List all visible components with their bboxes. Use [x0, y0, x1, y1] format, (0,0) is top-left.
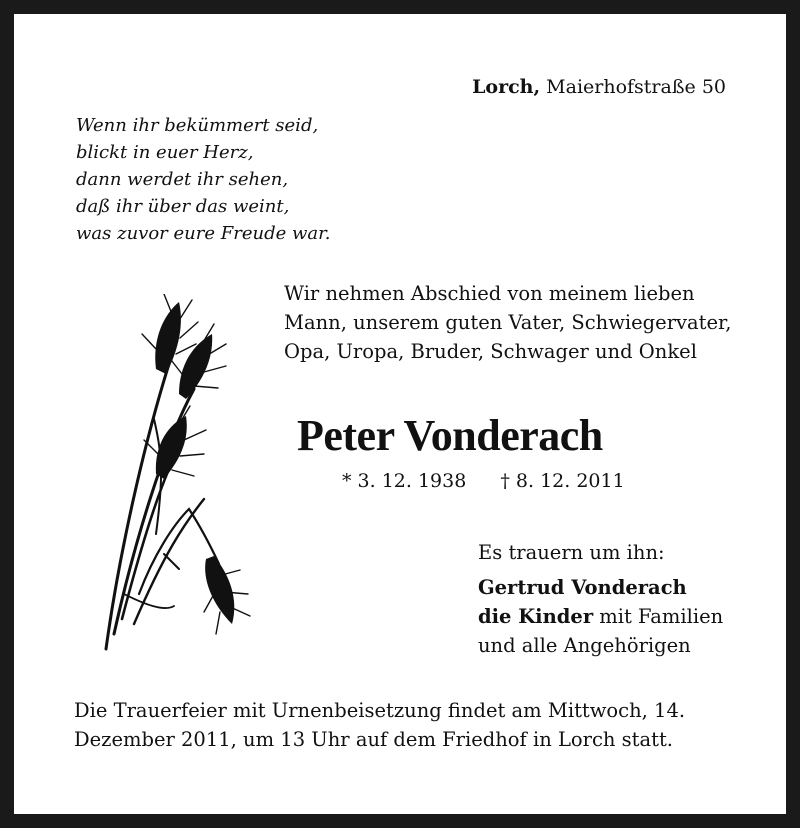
- mourner-children-rest: mit Familien: [593, 605, 724, 628]
- poem-line: Wenn ihr bekümmert seid,: [76, 115, 319, 136]
- mourner-children: die Kinder: [478, 605, 594, 628]
- location-name: Lorch,: [472, 76, 541, 98]
- life-dates: [342, 470, 653, 492]
- poem-line: blickt in euer Herz,: [76, 142, 254, 163]
- street-address: Maierhofstraße 50: [546, 76, 726, 98]
- birth-date: * 3. 12. 1938: [342, 470, 467, 492]
- mourner-line: [478, 602, 723, 631]
- poem-line: daß ihr über das weint,: [76, 196, 290, 217]
- poem: [76, 112, 330, 247]
- location-address: [472, 76, 726, 98]
- wheat-ears-icon: [94, 294, 264, 654]
- mourners-block: [478, 538, 723, 660]
- deceased-name: Peter Vonderach: [297, 411, 603, 460]
- poem-line: dann werdet ihr sehen,: [76, 169, 289, 190]
- mourner-line: [478, 573, 723, 602]
- mourner-spouse: Gertrud Vonderach: [478, 576, 687, 599]
- mourners-heading: Es trauern um ihn:: [478, 541, 665, 564]
- death-date: † 8. 12. 2011: [500, 470, 625, 492]
- mourner-relatives: und alle Angehörigen: [478, 634, 691, 657]
- farewell-text: Wir nehmen Abschied von meinem lieben Mann, unserem guten Vater, Schwiegervater, Opa, Uropa, Bruder, Schwager und Onkel: [284, 282, 732, 363]
- poem-line: was zuvor eure Freude war.: [76, 223, 331, 244]
- funeral-notice: Die Trauerfeier mit Urnenbeisetzung findet am Mittwoch, 14. Dezember 2011, um 13 Uhr auf dem Friedhof in Lorch statt.: [74, 699, 686, 751]
